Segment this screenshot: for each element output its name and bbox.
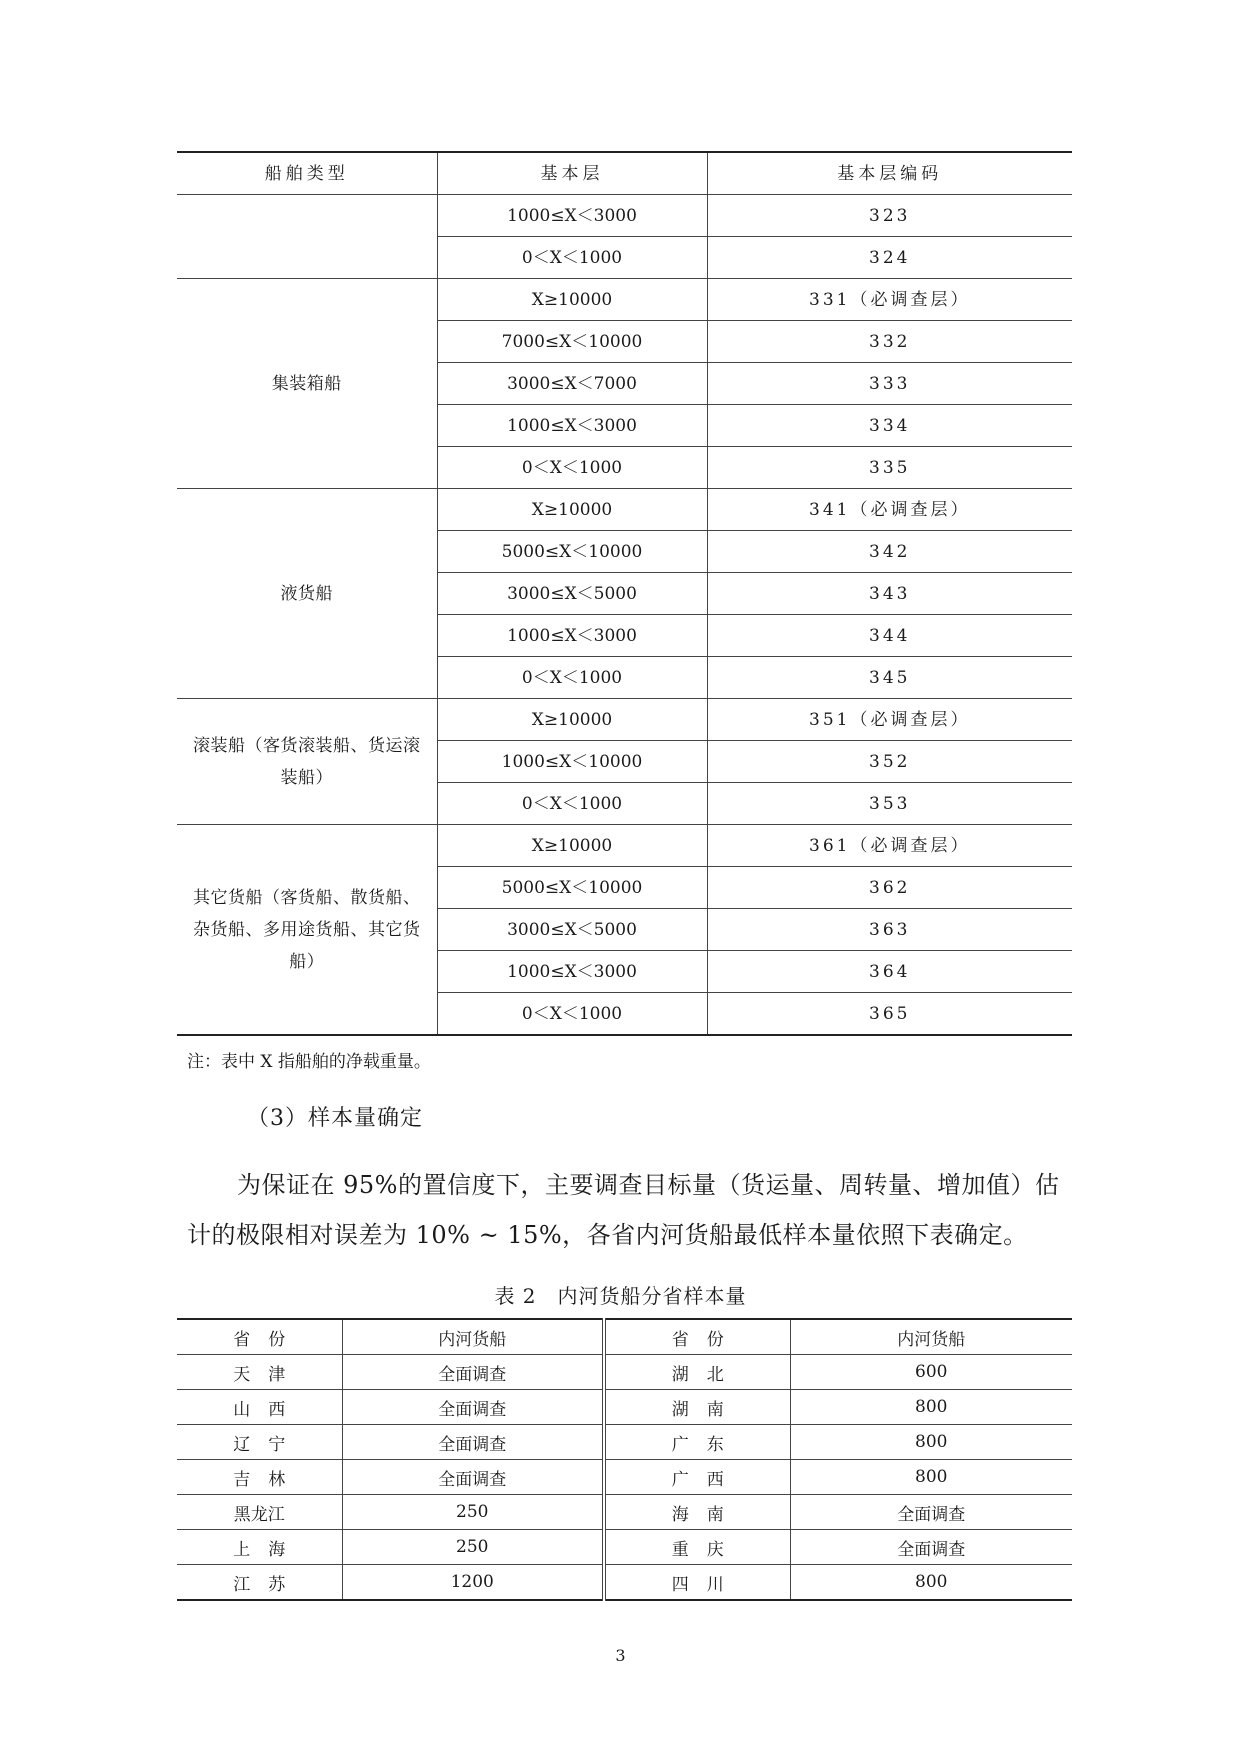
range-cell: X≥10000 bbox=[437, 279, 707, 321]
header-inland-cargo: 内河货船 bbox=[342, 1319, 604, 1355]
range-cell: 3000≤X＜5000 bbox=[437, 909, 707, 951]
province-cell: 上海 bbox=[177, 1530, 342, 1565]
sample-cell: 全面调查 bbox=[342, 1390, 604, 1425]
range-cell: X≥10000 bbox=[437, 489, 707, 531]
ship-type-cell: 滚装船（客货滚装船、货运滚装船） bbox=[177, 699, 437, 825]
sample-cell: 1200 bbox=[342, 1565, 604, 1601]
range-cell: 1000≤X＜3000 bbox=[437, 615, 707, 657]
ship-type-cell: 集装箱船 bbox=[177, 279, 437, 489]
province-cell: 吉林 bbox=[177, 1460, 342, 1495]
sample-cell: 全面调查 bbox=[790, 1530, 1072, 1565]
table-row bbox=[177, 489, 1072, 531]
table-row bbox=[177, 195, 1072, 237]
header-province: 省份 bbox=[177, 1319, 342, 1355]
code-cell: 335 bbox=[707, 447, 1072, 489]
sample-cell: 250 bbox=[342, 1495, 604, 1530]
range-cell: 0＜X＜1000 bbox=[437, 783, 707, 825]
range-cell: 7000≤X＜10000 bbox=[437, 321, 707, 363]
code-cell: 324 bbox=[707, 237, 1072, 279]
sample-cell: 800 bbox=[790, 1565, 1072, 1601]
code-cell: 333 bbox=[707, 363, 1072, 405]
range-cell: 3000≤X＜5000 bbox=[437, 573, 707, 615]
sample-cell: 全面调查 bbox=[342, 1355, 604, 1390]
sample-cell: 全面调查 bbox=[790, 1495, 1072, 1530]
section-heading: （3）样本量确定 bbox=[247, 1106, 423, 1131]
ship-type-cell: 其它货船（客货船、散货船、杂货船、多用途货船、其它货船） bbox=[177, 825, 437, 1036]
range-cell: 5000≤X＜10000 bbox=[437, 867, 707, 909]
sample-cell: 800 bbox=[790, 1390, 1072, 1425]
code-cell: 344 bbox=[707, 615, 1072, 657]
code-cell: 342 bbox=[707, 531, 1072, 573]
table-header-row bbox=[177, 1319, 1072, 1355]
province-cell: 四川 bbox=[604, 1565, 790, 1601]
table-row bbox=[177, 279, 1072, 321]
table-row bbox=[177, 699, 1072, 741]
range-cell: 1000≤X＜3000 bbox=[437, 951, 707, 993]
code-cell: 353 bbox=[707, 783, 1072, 825]
code-cell: 331（必调查层） bbox=[707, 279, 1072, 321]
range-cell: X≥10000 bbox=[437, 699, 707, 741]
province-cell: 黑龙江 bbox=[177, 1495, 342, 1530]
range-cell: 0＜X＜1000 bbox=[437, 237, 707, 279]
sample-cell: 全面调查 bbox=[342, 1460, 604, 1495]
range-cell: 0＜X＜1000 bbox=[437, 447, 707, 489]
code-cell: 361（必调查层） bbox=[707, 825, 1072, 867]
table-row bbox=[177, 1425, 1072, 1460]
sample-cell: 600 bbox=[790, 1355, 1072, 1390]
range-cell: 5000≤X＜10000 bbox=[437, 531, 707, 573]
province-cell: 广西 bbox=[604, 1460, 790, 1495]
range-cell: 1000≤X＜3000 bbox=[437, 195, 707, 237]
table-caption: 表 2 内河货船分省样本量 bbox=[494, 1284, 747, 1308]
table-row bbox=[177, 1390, 1072, 1425]
sample-cell: 800 bbox=[790, 1460, 1072, 1495]
stratum-table bbox=[177, 151, 1072, 1036]
range-cell: X≥10000 bbox=[437, 825, 707, 867]
table-row bbox=[177, 1460, 1072, 1495]
body-paragraph: 为保证在 95%的置信度下，主要调查目标量（货运量、周转量、增加值）估计的极限相对误差为 10% ~ 15%，各省内河货船最低样本量依照下表确定。 bbox=[187, 1171, 1060, 1249]
code-cell: 332 bbox=[707, 321, 1072, 363]
province-cell: 辽宁 bbox=[177, 1425, 342, 1460]
province-cell: 湖南 bbox=[604, 1390, 790, 1425]
range-cell: 1000≤X＜10000 bbox=[437, 741, 707, 783]
table-note: 注：表中 X 指船舶的净载重量。 bbox=[187, 1052, 431, 1072]
code-cell: 323 bbox=[707, 195, 1072, 237]
ship-type-cell: 液货船 bbox=[177, 489, 437, 699]
table-row bbox=[177, 1565, 1072, 1601]
code-cell: 362 bbox=[707, 867, 1072, 909]
ship-type-cell-continued bbox=[177, 195, 437, 279]
header-stratum: 基本层 bbox=[437, 152, 707, 195]
code-cell: 345 bbox=[707, 657, 1072, 699]
table-row bbox=[177, 1530, 1072, 1565]
province-cell: 天津 bbox=[177, 1355, 342, 1390]
code-cell: 341（必调查层） bbox=[707, 489, 1072, 531]
code-cell: 365 bbox=[707, 993, 1072, 1036]
header-stratum-code: 基本层编码 bbox=[707, 152, 1072, 195]
province-cell: 江苏 bbox=[177, 1565, 342, 1601]
header-inland-cargo: 内河货船 bbox=[790, 1319, 1072, 1355]
sample-cell: 800 bbox=[790, 1425, 1072, 1460]
province-cell: 山西 bbox=[177, 1390, 342, 1425]
table-header-row bbox=[177, 152, 1072, 195]
province-cell: 重庆 bbox=[604, 1530, 790, 1565]
header-province: 省份 bbox=[604, 1319, 790, 1355]
code-cell: 343 bbox=[707, 573, 1072, 615]
range-cell: 3000≤X＜7000 bbox=[437, 363, 707, 405]
province-sample-table bbox=[177, 1318, 1072, 1601]
range-cell: 1000≤X＜3000 bbox=[437, 405, 707, 447]
code-cell: 352 bbox=[707, 741, 1072, 783]
code-cell: 351（必调查层） bbox=[707, 699, 1072, 741]
range-cell: 0＜X＜1000 bbox=[437, 993, 707, 1036]
province-cell: 湖北 bbox=[604, 1355, 790, 1390]
province-cell: 海南 bbox=[604, 1495, 790, 1530]
table-row bbox=[177, 825, 1072, 867]
code-cell: 363 bbox=[707, 909, 1072, 951]
table-row bbox=[177, 1355, 1072, 1390]
sample-cell: 250 bbox=[342, 1530, 604, 1565]
range-cell: 0＜X＜1000 bbox=[437, 657, 707, 699]
table-row bbox=[177, 1495, 1072, 1530]
code-cell: 334 bbox=[707, 405, 1072, 447]
page-number: 3 bbox=[615, 1646, 626, 1665]
header-ship-type: 船舶类型 bbox=[177, 152, 437, 195]
sample-cell: 全面调查 bbox=[342, 1425, 604, 1460]
province-cell: 广东 bbox=[604, 1425, 790, 1460]
code-cell: 364 bbox=[707, 951, 1072, 993]
